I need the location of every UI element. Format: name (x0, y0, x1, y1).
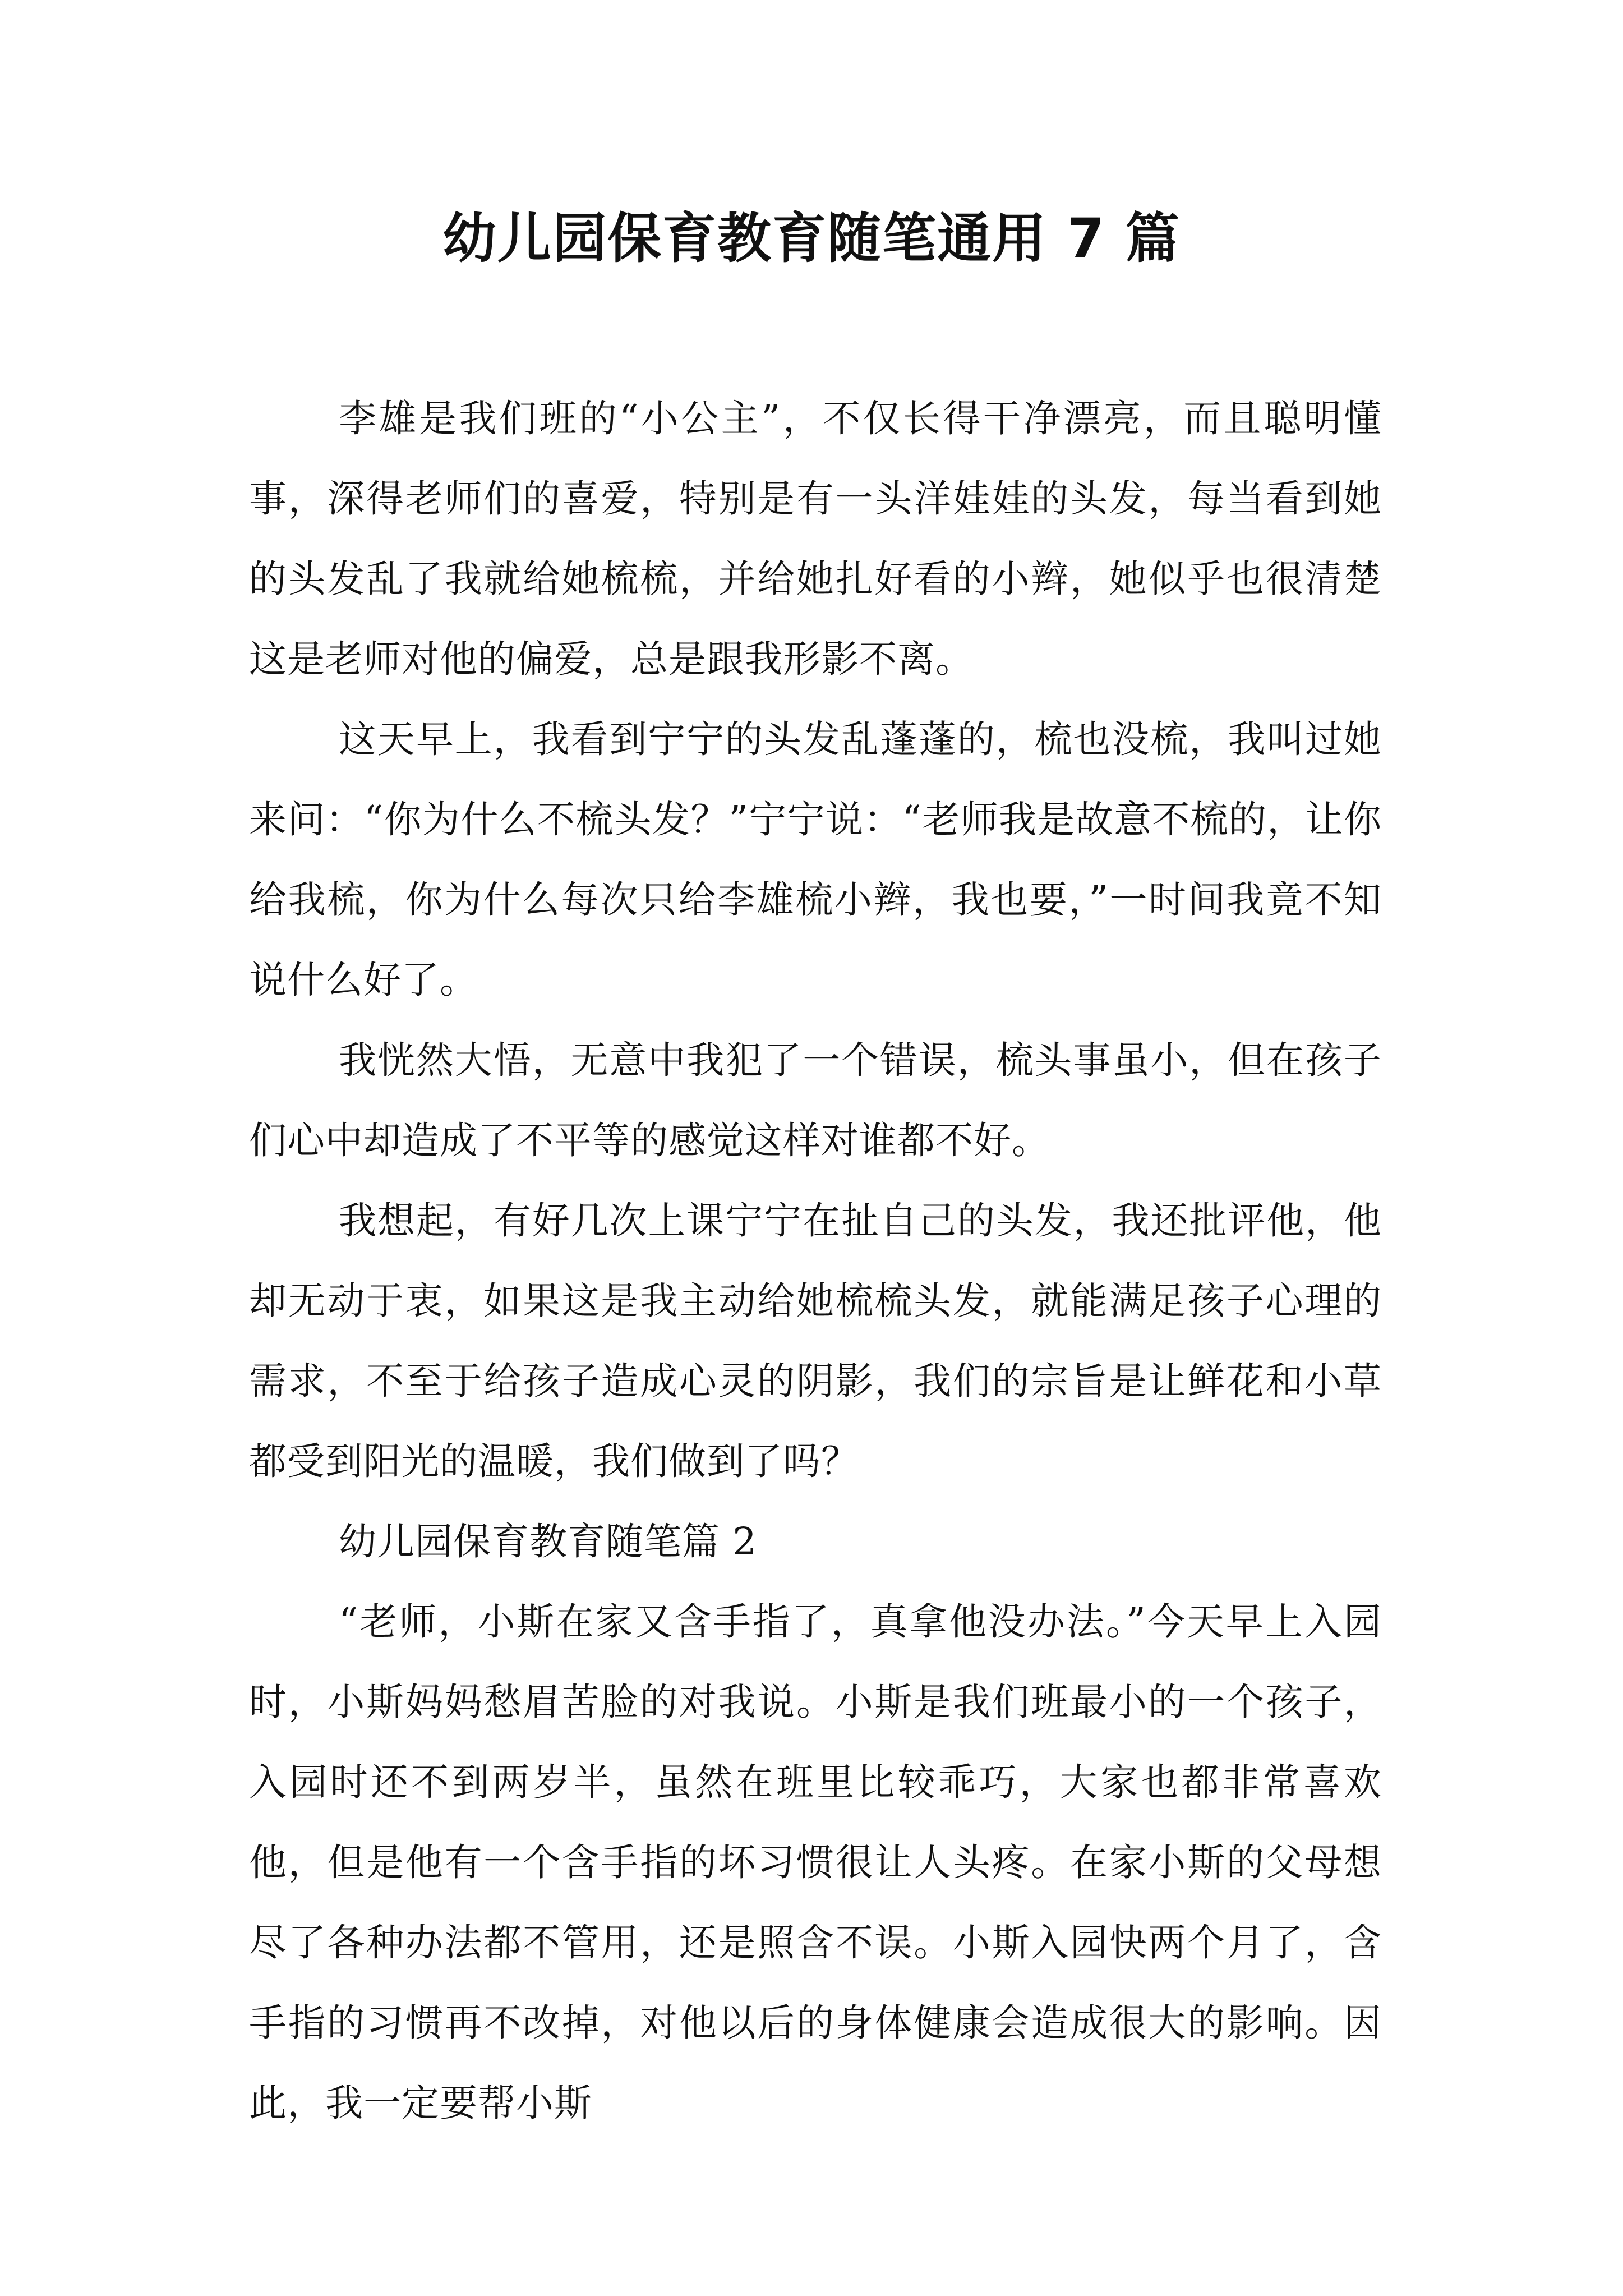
document-body (249, 379, 1382, 2143)
paragraph: 李雄是我们班的“小公主”，不仅长得干净漂亮，而且聪明懂事，深得老师们的喜爱，特别是有一头洋娃娃的头发，每当看到她的头发乱了我就给她梳梳，并给她扎好看的小辫，她似乎也很清楚这是老师对他的偏爱，总是跟我形影不离。 (249, 397, 1382, 681)
document-title: 幼儿园保育教育随笔通用 7 篇 (442, 207, 1181, 270)
paragraph: 我恍然大悟，无意中我犯了一个错误，梳头事虽小，但在孩子们心中却造成了不平等的感觉这样对谁都不好。 (249, 1038, 1382, 1162)
paragraph: 这天早上，我看到宁宁的头发乱蓬蓬的，梳也没梳，我叫过她来问：“你为什么不梳头发？”宁宁说：“老师我是故意不梳的，让你给我梳，你为什么每次只给李雄梳小辫，我也要，”一时间我竟不知说什么好了。 (249, 717, 1382, 1002)
paragraph: 我想起，有好几次上课宁宁在扯自己的头发，我还批评他，他却无动于衷，如果这是我主动给她梳梳头发，就能满足孩子心理的需求，不至于给孩子造成心灵的阴影，我们的宗旨是让鲜花和小草都受到阳光的温暖，我们做到了吗？ (249, 1199, 1382, 1483)
section-heading: 幼儿园保育教育随笔篇 2 (339, 1520, 757, 1563)
paragraph: “老师，小斯在家又含手指了，真拿他没办法。”今天早上入园时，小斯妈妈愁眉苦脸的对我说。小斯是我们班最小的一个孩子，入园时还不到两岁半，虽然在班里比较乖巧，大家也都非常喜欢他，但是他有一个含手指的坏习惯很让人头疼。在家小斯的父母想尽了各种办法都不管用，还是照含不误。小斯入园快两个月了，含手指的习惯再不改掉，对他以后的身体健康会造成很大的影响。因此，我一定要帮小斯 (249, 1600, 1382, 2125)
